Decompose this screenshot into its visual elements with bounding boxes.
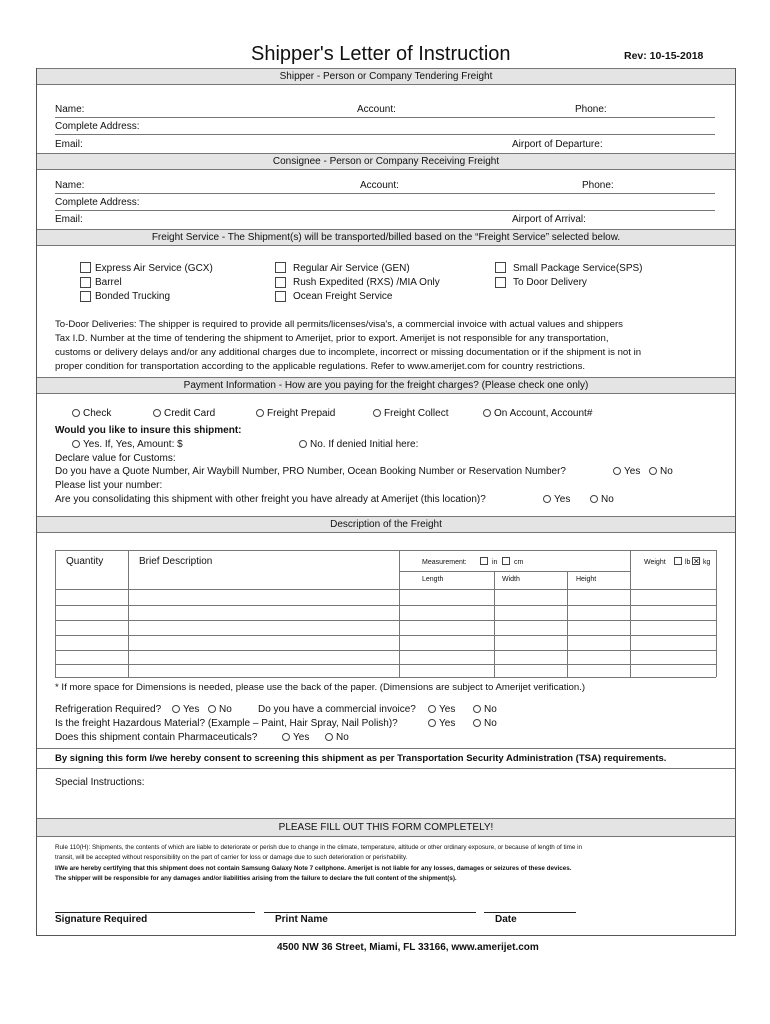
customs-label: Declare value for Customs:: [55, 453, 176, 464]
description-heading: Description of the Freight: [37, 516, 735, 533]
table-header-bottom: [55, 589, 716, 590]
quote-yes-radio[interactable]: [613, 467, 621, 475]
shipper-name-line[interactable]: [55, 117, 715, 118]
shipper-name-label: Name:: [55, 104, 85, 115]
weight-kg-checkbox[interactable]: [692, 557, 700, 565]
measure-cm-checkbox[interactable]: [502, 557, 510, 565]
weight-lb-checkbox[interactable]: [674, 557, 682, 565]
small-package-label: Small Package Service(SPS): [513, 263, 643, 274]
to-door-note-line-3: customs or delivery delays and/or any additional charges due to incomplete, incorrect or missing documentation or if the shipment is not in: [55, 347, 642, 358]
consolidate-no-radio[interactable]: [590, 495, 598, 503]
shipper-email-label: Email:: [55, 139, 83, 150]
hazardous-no-label: No: [484, 718, 497, 729]
payment-credit-card-option[interactable]: [153, 408, 215, 419]
print-name-label: Print Name: [275, 914, 328, 925]
shipper-heading: Shipper - Person or Company Tendering Freight: [37, 68, 735, 85]
to-door-note-line-4: proper condition for transportation according to the applicable regulations. Refer to www.amerijet.com for country restrictions.: [55, 361, 586, 372]
invoice-question: Do you have a commercial invoice?: [258, 704, 416, 715]
to-door-checkbox[interactable]: [495, 277, 506, 288]
measure-in-checkbox[interactable]: [480, 557, 488, 565]
shipper-account-label: Account:: [357, 104, 396, 115]
hazardous-yes-label: Yes: [439, 718, 456, 729]
bonded-trucking-checkbox[interactable]: [80, 291, 91, 302]
list-number-label: Please list your number:: [55, 480, 163, 491]
shipper-airport-label: Airport of Departure:: [512, 139, 603, 150]
consignee-airport-label: Airport of Arrival:: [512, 214, 586, 225]
length-header: Length: [422, 576, 444, 583]
refrigeration-no-radio[interactable]: [208, 705, 216, 713]
hazardous-no-radio[interactable]: [473, 719, 481, 727]
dimensions-note: * If more space for Dimensions is needed, please use the back of the paper. (Dimensions are subject to Amerijet verification.): [55, 682, 586, 693]
table-row-line: [55, 605, 716, 606]
liability-line: The shipper will be responsible for any damages and/or liabilities arising from the failure to declare the full content of the shipment(s).: [55, 875, 457, 882]
freight-service-heading: Freight Service - The Shipment(s) will be transported/billed based on the “Freight Service” selected below.: [37, 229, 735, 246]
refrigeration-no-label: No: [219, 704, 232, 715]
footer-address: 4500 NW 36 Street, Miami, FL 33166, www.amerijet.com: [277, 942, 539, 953]
consolidate-no-label: No: [601, 494, 614, 505]
table-col-line: [128, 550, 129, 677]
consignee-name-line[interactable]: [55, 193, 715, 194]
measure-cm-label: cm: [514, 559, 524, 566]
consignee-heading: Consignee - Person or Company Receiving Freight: [37, 153, 735, 170]
bonded-trucking-label: Bonded Trucking: [95, 291, 171, 302]
insure-yes-label: Yes. If, Yes, Amount: $: [83, 439, 183, 450]
refrigeration-no-option[interactable]: [208, 704, 232, 715]
tsa-bottom-border: [37, 768, 735, 769]
invoice-no-option[interactable]: [473, 704, 497, 715]
regular-air-checkbox[interactable]: [275, 262, 286, 273]
payment-collect-option[interactable]: [373, 408, 448, 419]
hazardous-question: Is the freight Hazardous Material? (Example – Paint, Hair Spray, Nail Polish)?: [55, 718, 398, 729]
special-instructions-area[interactable]: [37, 790, 735, 817]
fill-out-banner: PLEASE FILL OUT THIS FORM COMPLETELY!: [37, 818, 735, 837]
collect-radio[interactable]: [373, 409, 381, 417]
express-air-checkbox[interactable]: [80, 262, 91, 273]
rush-expedited-label: Rush Expedited (RXS) /MIA Only: [293, 277, 440, 288]
payment-prepaid-option[interactable]: [256, 408, 335, 419]
prepaid-label: Freight Prepaid: [267, 408, 336, 419]
pharma-yes-option[interactable]: [282, 732, 309, 743]
table-col-line: [494, 571, 495, 677]
rush-expedited-checkbox[interactable]: [275, 277, 286, 288]
pharma-question: Does this shipment contain Pharmaceuticals?: [55, 732, 258, 743]
rule-110h-line-2: transit, will be accepted without responsibility on the part of carrier for loss or damage due to such deterioration or perishability.: [55, 854, 408, 861]
pharma-yes-radio[interactable]: [282, 733, 290, 741]
pharma-yes-label: Yes: [293, 732, 310, 743]
check-radio[interactable]: [72, 409, 80, 417]
table-bottom-border: [55, 677, 716, 678]
payment-heading: Payment Information - How are you paying for the freight charges? (Please check one only): [37, 377, 735, 394]
consolidate-question: Are you consolidating this shipment with other freight you have already at Amerijet (this location)?: [55, 494, 486, 505]
insure-question: Would you like to insure this shipment:: [55, 425, 242, 436]
pharma-no-label: No: [336, 732, 349, 743]
hazardous-no-option[interactable]: [473, 718, 497, 729]
measurement-header: Measurement:: [422, 559, 467, 566]
credit-card-radio[interactable]: [153, 409, 161, 417]
express-air-label: Express Air Service (GCX): [95, 263, 213, 274]
insure-yes-radio[interactable]: [72, 440, 80, 448]
checked-x-icon: ✕: [693, 557, 700, 566]
hazardous-yes-radio[interactable]: [428, 719, 436, 727]
revision-date: Rev: 10-15-2018: [624, 50, 704, 62]
table-col-line: [399, 550, 400, 677]
height-header: Height: [576, 576, 597, 583]
rule-110h-line-1: Rule 110(H): Shipments, the contents of which are liable to deteriorate or perish due to change in the climate, temperature, altitude or other ordinary exposure, or because of length of time in: [55, 844, 583, 851]
consolidate-yes-label: Yes: [554, 494, 571, 505]
account-radio[interactable]: [483, 409, 491, 417]
pharma-no-radio[interactable]: [325, 733, 333, 741]
table-col-line: [716, 550, 717, 677]
width-header: Width: [502, 576, 520, 583]
consignee-account-label: Account:: [360, 180, 399, 191]
special-instructions-label: Special Instructions:: [55, 777, 145, 788]
check-label: Check: [83, 408, 112, 419]
table-row-line: [55, 620, 716, 621]
consignee-address-label: Complete Address:: [55, 197, 140, 208]
quote-yes-option[interactable]: [613, 466, 640, 477]
account-label: On Account, Account#: [494, 408, 593, 419]
quote-question: Do you have a Quote Number, Air Waybill Number, PRO Number, Ocean Booking Number or Reservation Number?: [55, 466, 566, 477]
quote-no-radio[interactable]: [649, 467, 657, 475]
insure-no-radio[interactable]: [299, 440, 307, 448]
to-door-note-line-1: To-Door Deliveries: The shipper is required to provide all permits/licenses/visa's, a commercial invoice with actual values and shippers: [55, 319, 623, 330]
table-col-line: [567, 571, 568, 677]
consignee-email-label: Email:: [55, 214, 83, 225]
weight-lb-label: lb: [685, 559, 691, 566]
payment-check-option[interactable]: [72, 408, 111, 419]
table-subheader-line: [399, 571, 630, 572]
ocean-freight-checkbox[interactable]: [275, 291, 286, 302]
quote-no-option[interactable]: [649, 466, 673, 477]
pharma-no-option[interactable]: [325, 732, 349, 743]
table-top-border: [55, 550, 716, 551]
small-package-checkbox[interactable]: [495, 262, 506, 273]
table-row-line: [55, 635, 716, 636]
payment-account-option[interactable]: [483, 408, 592, 419]
print-name-line[interactable]: [264, 912, 476, 913]
invoice-no-radio[interactable]: [473, 705, 481, 713]
quote-no-label: No: [660, 466, 673, 477]
table-col-line: [55, 550, 56, 677]
prepaid-radio[interactable]: [256, 409, 264, 417]
refrigeration-yes-radio[interactable]: [172, 705, 180, 713]
consolidate-yes-option[interactable]: [543, 494, 570, 505]
consolidate-yes-radio[interactable]: [543, 495, 551, 503]
consignee-name-label: Name:: [55, 180, 85, 191]
insure-no-label: No. If denied Initial here:: [310, 439, 419, 450]
credit-card-label: Credit Card: [164, 408, 216, 419]
date-label: Date: [495, 914, 517, 925]
collect-label: Freight Collect: [384, 408, 449, 419]
insure-no-option[interactable]: [299, 439, 418, 450]
barrel-checkbox[interactable]: [80, 277, 91, 288]
table-col-line: [630, 550, 631, 677]
brief-description-header: Brief Description: [139, 556, 213, 567]
regular-air-label: Regular Air Service (GEN): [293, 263, 410, 274]
tsa-consent: By signing this form I/we hereby consent to screening this shipment as per Transportation Security Administration (TSA) requirements.: [55, 753, 667, 764]
date-line[interactable]: [484, 912, 576, 913]
invoice-no-label: No: [484, 704, 497, 715]
shipper-phone-label: Phone:: [575, 104, 607, 115]
table-row-line: [55, 664, 716, 665]
table-row-line: [55, 650, 716, 651]
quantity-header: Quantity: [66, 556, 104, 567]
tsa-top-border: [37, 748, 735, 749]
quote-yes-label: Yes: [624, 466, 641, 477]
hazardous-yes-option[interactable]: [428, 718, 455, 729]
measure-in-label: in: [492, 559, 498, 566]
ocean-freight-label: Ocean Freight Service: [293, 291, 393, 302]
to-door-label: To Door Delivery: [513, 277, 587, 288]
form-title: Shipper's Letter of Instruction: [251, 43, 511, 65]
weight-kg-label: kg: [703, 559, 711, 566]
signature-label: Signature Required: [55, 914, 148, 925]
consolidate-no-option[interactable]: [590, 494, 614, 505]
certification-line: I/We are hereby certifying that this shipment does not contain Samsung Galaxy Note 7 cellphone. Amerijet is not liable for any losses, damages or seizures of these devices.: [55, 865, 572, 872]
signature-line[interactable]: [55, 912, 255, 913]
invoice-yes-label: Yes: [439, 704, 456, 715]
refrigeration-question: Refrigeration Required?: [55, 704, 162, 715]
barrel-label: Barrel: [95, 277, 122, 288]
refrigeration-yes-label: Yes: [183, 704, 200, 715]
to-door-note-line-2: Tax I.D. Number at the time of tendering the shipment to Amerijet, prior to export. Amerijet is not responsible for any transportation,: [55, 333, 609, 344]
shipper-address-label: Complete Address:: [55, 121, 140, 132]
refrigeration-yes-option[interactable]: [172, 704, 199, 715]
invoice-yes-option[interactable]: [428, 704, 455, 715]
weight-header: Weight: [644, 559, 666, 566]
insure-yes-option[interactable]: [72, 439, 183, 450]
consignee-address-line[interactable]: [55, 210, 715, 211]
shipper-address-line[interactable]: [55, 134, 715, 135]
consignee-phone-label: Phone:: [582, 180, 614, 191]
invoice-yes-radio[interactable]: [428, 705, 436, 713]
